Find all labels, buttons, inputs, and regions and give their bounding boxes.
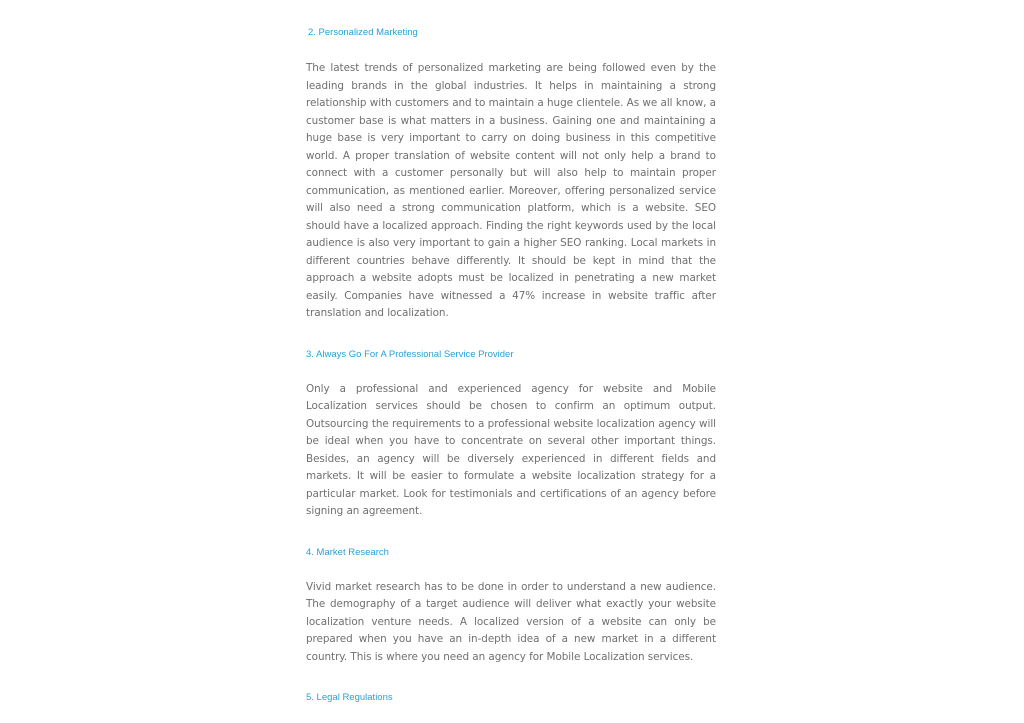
article-column: [306, 0, 716, 705]
section-body-personalized-marketing: The latest trends of personalized marketing are being followed even by the leading brands in the global industries. It helps in maintaining a strong relationship with customers and to maintain a huge clientele. As we all know, a customer base is what matters in a business. Gaining one and maintaining a huge base is very important to carry on doing business in this competitive world. A proper translation of website content will not only help a brand to connect with a customer personally but will also help to maintain proper communication, as mentioned earlier. Moreover, offering personalized service will also need a strong communication platform, which is a website. SEO should have a localized approach. Finding the right keywords used by the local audience is also very important to gain a higher SEO ranking. Local markets in different countries behave differently. It should be kept in mind that the approach a website adopts must be localized in penetrating a new market easily. Companies have witnessed a 47% increase in website traffic after translation and localization.: [306, 62, 716, 319]
section-heading-professional-service-provider: 3. Always Go For A Professional Service Provider: [306, 348, 514, 360]
section-body-market-research: Vivid market research has to be done in order to understand a new audience. The demography of a target audience will deliver what exactly your website localization venture needs. A localized version of a website can only be prepared when you have an in-depth idea of a new market in a different country. This is where you need an agency for Mobile Localization services.: [306, 580, 716, 663]
section-heading-market-research: 4. Market Research: [306, 546, 389, 558]
section-heading-personalized-marketing: 2. Personalized Marketing: [308, 27, 418, 38]
section-heading-legal-regulations: 5. Legal Regulations: [306, 692, 393, 703]
section-body-professional-service-provider: Only a professional and experienced agency for website and Mobile Localization services should be chosen to confirm an optimum output. Outsourcing the requirements to a professional website localization agency will be ideal when you have to concentrate on several other important things. Besides, an agency will be diversely experienced in different fields and markets. It will be easier to formulate a website localization strategy for a particular market. Look for testimonials and certifications of an agency before signing an agreement.: [306, 382, 716, 517]
